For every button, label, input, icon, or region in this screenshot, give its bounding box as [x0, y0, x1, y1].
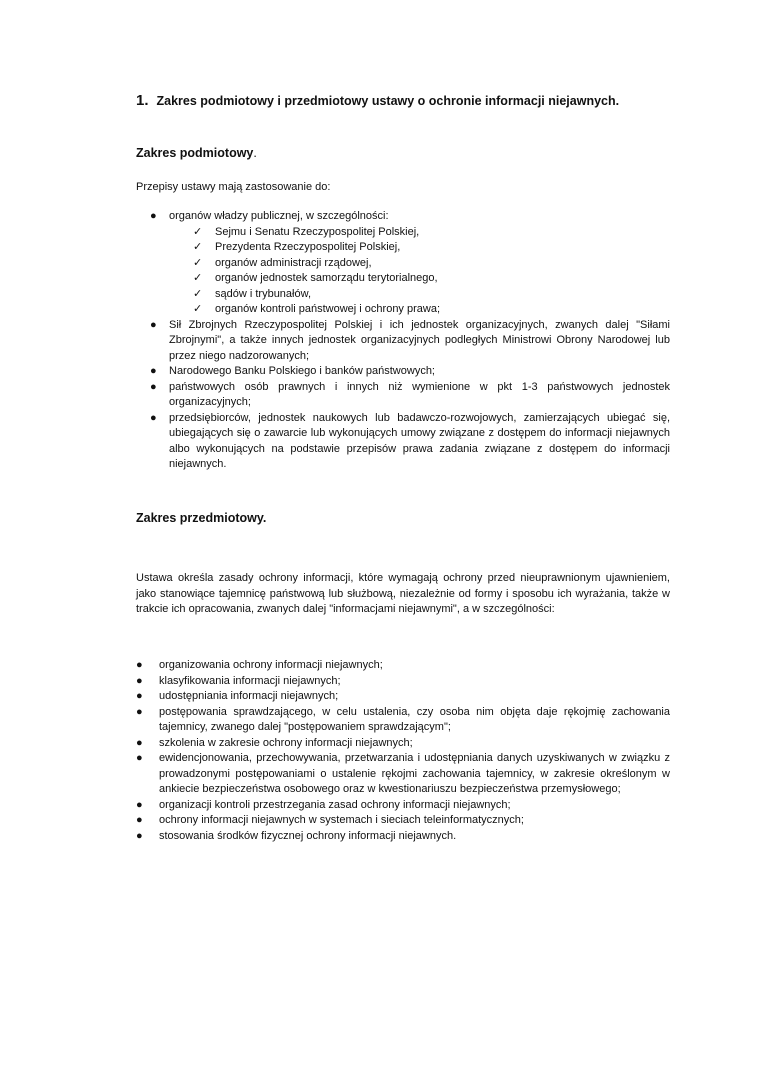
list-item: [130, 798, 670, 814]
bullet-icon: ●: [136, 736, 143, 749]
sub-list-item-text: organów kontroli państwowej i ochrony prawa;: [215, 303, 441, 315]
sub-list-item-text: organów administracji rządowej,: [215, 256, 372, 269]
list-item: [130, 705, 670, 736]
list-item-text: przedsiębiorców, jednostek naukowych lub badawczo-rozwojowych, zamierzających ubiegać się, ubiegających się o zawarcie lub wykonujących umowy związane z dostępem do informacji niejawnych albo wykonujących na podstawie przepisów prawa zadania związane z dostępem do informacji niejawnych.: [169, 411, 670, 470]
list-item: [130, 674, 670, 690]
list-item: [130, 829, 670, 845]
list-item: [130, 813, 670, 829]
list-item-text: państwowych osób prawnych i innych niż wymienione w pkt 1-3 państwowych jednostek organizacyjnych;: [169, 380, 670, 408]
sub-list-item-text: organów jednostek samorządu terytorialnego,: [215, 272, 438, 284]
checkmark-icon: ✓: [193, 287, 203, 300]
checkmark-icon: ✓: [193, 303, 203, 315]
sub-list-item-text: sądów i trybunałów,: [215, 287, 311, 300]
list-item-text: postępowania sprawdzającego, w celu ustalenia, czy osoba nim objęta daje rękojmię zachowania tajemnicy, zwanego dalej "postępowaniem sprawdzającym";: [159, 705, 670, 733]
list-item-text: Narodowego Banku Polskiego i banków państwowych;: [169, 365, 435, 377]
sub-list-item-text: Sejmu i Senatu Rzeczypospolitej Polskiej,: [215, 225, 420, 238]
list-item-text: organizacji kontroli przestrzegania zasad ochrony informacji niejawnych;: [159, 798, 511, 811]
sub-list-item: [169, 271, 670, 287]
list-item-text: klasyfikowania informacji niejawnych;: [159, 674, 341, 687]
list-item: [144, 380, 670, 411]
subject-section-title: [136, 146, 257, 160]
heading-number: 1.: [136, 92, 149, 109]
list-item-text: stosowania środków fizycznej ochrony informacji niejawnych.: [159, 829, 457, 842]
main-heading: [136, 92, 736, 109]
subject-title-dot: .: [253, 146, 257, 160]
list-item: [130, 736, 670, 752]
checkmark-icon: ✓: [193, 225, 203, 238]
sub-list-item-text: Prezydenta Rzeczypospolitej Polskiej,: [215, 241, 401, 253]
list-item-text: organów władzy publicznej, w szczególności:: [169, 210, 389, 222]
list-item: [144, 411, 670, 473]
bullet-icon: ●: [150, 318, 157, 331]
bullet-icon: ●: [136, 752, 143, 764]
list-item: [130, 751, 670, 798]
subject-intro: Przepisy ustawy mają zastosowanie do:: [136, 181, 331, 193]
checkmark-icon: ✓: [193, 256, 203, 269]
bullet-icon: ●: [136, 814, 143, 826]
checkmark-icon: ✓: [193, 241, 203, 253]
bullet-icon: ●: [150, 365, 157, 377]
sub-list-item: [169, 256, 670, 272]
sub-list: [169, 225, 670, 318]
bullet-icon: ●: [150, 210, 157, 222]
sub-list-item: [169, 225, 670, 241]
object-list: [130, 658, 670, 844]
bullet-icon: ●: [136, 674, 143, 687]
list-item-text: udostępniania informacji niejawnych;: [159, 690, 339, 702]
list-item: [130, 658, 670, 674]
subject-list: [144, 209, 670, 473]
list-item: [144, 318, 670, 365]
sub-list-item: [169, 240, 670, 256]
bullet-icon: ●: [136, 798, 143, 811]
list-item-text: organizowania ochrony informacji niejawnych;: [159, 659, 383, 671]
bullet-icon: ●: [150, 411, 157, 424]
sub-list-item: [169, 302, 670, 318]
list-item: [144, 364, 670, 380]
list-item-text: Sił Zbrojnych Rzeczypospolitej Polskiej i ich jednostek organizacyjnych, zwanych dalej "Siłami Zbrojnymi", a także innych jednostek organizacyjnych podległych Ministrowi Obrony Narodowej lub przez niego nadzorowanych;: [169, 318, 670, 362]
bullet-icon: ●: [136, 829, 143, 842]
bullet-icon: ●: [136, 659, 143, 671]
list-item: [130, 689, 670, 705]
object-intro: Ustawa określa zasady ochrony informacji, które wymagają ochrony przed nieuprawnionym ujawnieniem, jako stanowiące tajemnicę państwową lub służbową, niezależnie od formy i sposobu ich wyrażania, także w trakcie ich opracowania, zwanych dalej "informacjami niejawnymi", a w szczególności:: [136, 572, 670, 615]
heading-title: Zakres podmiotowy i przedmiotowy ustawy o ochronie informacji niejawnych.: [156, 94, 620, 108]
sub-list-item: [169, 287, 670, 303]
list-item-text: ewidencjonowania, przechowywania, przetwarzania i udostępniania danych uzyskiwanych w związku z prowadzonymi postępowaniami o ustalenie rękojmi zachowania tajemnicy, w zakresie określonym w ankiecie bezpieczeństwa osobowego oraz w kwestionariuszu bezpieczeństwa przemysłowego;: [159, 752, 670, 795]
bullet-icon: ●: [136, 690, 143, 702]
bullet-icon: ●: [136, 705, 143, 718]
object-section-title: Zakres przedmiotowy.: [136, 511, 267, 525]
bullet-icon: ●: [150, 380, 157, 393]
checkmark-icon: ✓: [193, 272, 203, 284]
list-item: [144, 209, 670, 318]
subject-title-text: Zakres podmiotowy: [136, 146, 254, 160]
list-item-text: ochrony informacji niejawnych w systemach i sieciach teleinformatycznych;: [159, 814, 524, 826]
list-item-text: szkolenia w zakresie ochrony informacji niejawnych;: [159, 736, 413, 749]
